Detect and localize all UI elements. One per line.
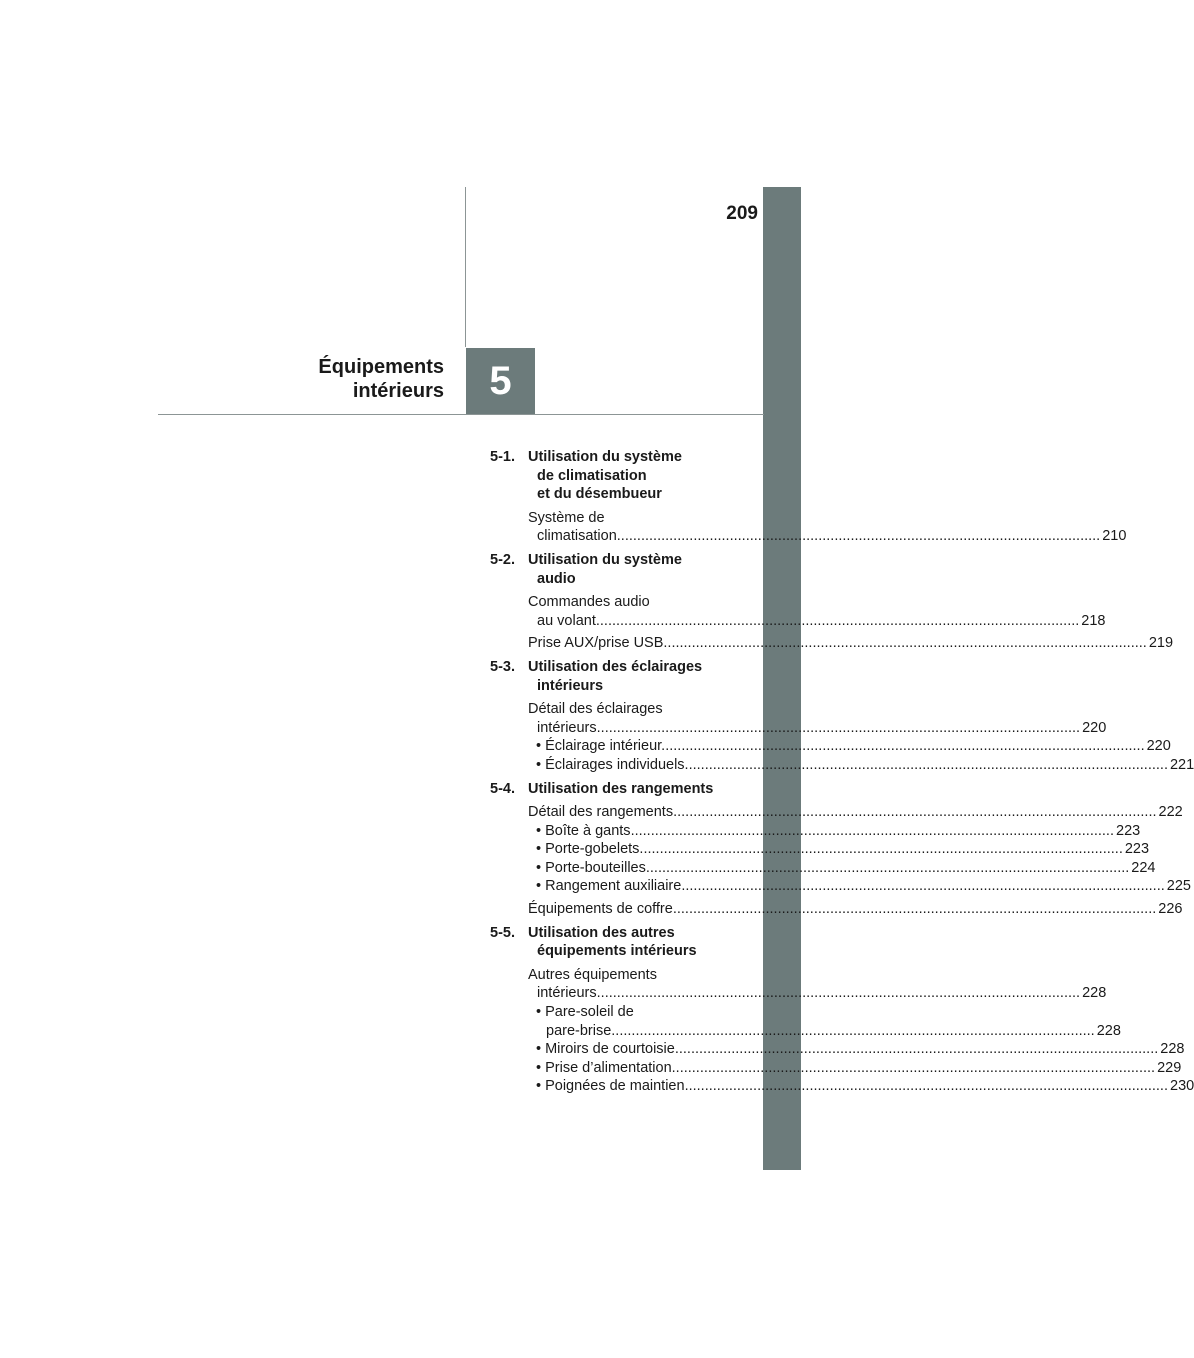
- toc-subentry[interactable]: [490, 840, 1150, 859]
- toc-subentry[interactable]: [490, 1003, 1121, 1040]
- toc-subentry[interactable]: [490, 737, 1171, 756]
- toc-entry-row: [536, 756, 1194, 775]
- toc-entry[interactable]: [490, 509, 1127, 546]
- toc-page-ref: 228: [1096, 1022, 1121, 1039]
- toc-section-number: 5-4.: [490, 780, 515, 797]
- toc-leader-dots: [646, 860, 1129, 876]
- toc-entry-row: [536, 822, 1141, 841]
- toc-section: [490, 658, 1194, 775]
- toc-entry-text: • Prise d’alimentation: [536, 1059, 672, 1076]
- toc-leader-dots: [596, 613, 1079, 629]
- toc-leader-dots: [685, 757, 1168, 773]
- toc-entry[interactable]: [490, 634, 1174, 653]
- toc-entry-line: • Pare-soleil de: [536, 1004, 634, 1021]
- toc-entry-row: [536, 1022, 1121, 1041]
- toc-section-title-line: et du désembueur: [537, 486, 662, 503]
- toc-section-heading[interactable]: [490, 780, 740, 799]
- toc-page-ref: 210: [1102, 528, 1127, 545]
- toc-leader-dots: [611, 1023, 1094, 1039]
- toc-section-title-line: de climatisation: [537, 467, 647, 484]
- toc-section: [490, 780, 1191, 919]
- toc-entry-row: [536, 1059, 1182, 1078]
- chapter-number: 5: [489, 358, 512, 403]
- toc-leader-dots: [597, 985, 1080, 1001]
- toc-leader-dots: [617, 528, 1100, 544]
- toc-page-ref: 220: [1146, 738, 1171, 755]
- toc-leader-dots: [672, 1060, 1155, 1076]
- toc-entry-row: [528, 719, 1107, 738]
- toc-section: [490, 551, 1174, 653]
- toc-entry-text: • Porte-gobelets: [536, 841, 640, 858]
- toc-entry[interactable]: [490, 966, 1107, 1003]
- toc-section: [490, 448, 1127, 546]
- chapter-number-box: [466, 348, 535, 414]
- toc-entry-text: • Éclairage intérieur: [536, 738, 662, 755]
- toc-leader-dots: [673, 901, 1156, 917]
- toc-entry-text: climatisation: [537, 528, 617, 545]
- toc-section-title-line: intérieurs: [537, 677, 604, 694]
- toc-page-ref: 223: [1116, 822, 1141, 839]
- toc-entry-text: • Boîte à gants: [536, 822, 631, 839]
- toc-entry-line: Système de: [528, 509, 605, 526]
- toc-subentry[interactable]: [490, 877, 1191, 896]
- toc-entry-text: intérieurs: [537, 985, 597, 1002]
- toc-entry-row: [528, 803, 1183, 822]
- toc-entry[interactable]: [490, 900, 1183, 919]
- toc-section-title-line: audio: [537, 570, 576, 587]
- toc-entry[interactable]: [490, 593, 1106, 630]
- chapter-title-line-1: Équipements: [318, 356, 444, 378]
- toc-subentries: [490, 1003, 1194, 1096]
- toc-entry-line: Détail des éclairages: [528, 701, 663, 718]
- toc-entry-text: • Miroirs de courtoisie: [536, 1041, 675, 1058]
- toc-page-ref: 230: [1170, 1078, 1194, 1095]
- toc-leader-dots: [597, 720, 1080, 736]
- toc-section-title-line: Utilisation du système: [528, 449, 682, 465]
- toc-entry-row: [528, 900, 1183, 919]
- toc-section-title: [528, 924, 740, 961]
- toc-leader-dots: [631, 823, 1114, 839]
- toc-entry-text: pare-brise: [546, 1022, 612, 1039]
- toc-entry[interactable]: [490, 700, 1107, 737]
- toc-section-title: [528, 780, 740, 799]
- toc-page-ref: 221: [1169, 756, 1194, 773]
- toc-section-title-line: Utilisation des autres: [528, 924, 675, 941]
- table-of-contents: [490, 448, 1194, 1101]
- toc-section-heading[interactable]: [490, 924, 740, 961]
- toc-section-number: 5-3.: [490, 658, 515, 675]
- toc-section-heading[interactable]: [490, 448, 740, 504]
- toc-page-ref: 228: [1082, 985, 1107, 1002]
- vertical-divider: [465, 187, 466, 347]
- toc-subentries: [490, 737, 1194, 774]
- toc-section-heading[interactable]: [490, 658, 740, 695]
- chapter-title: [318, 355, 444, 403]
- toc-section-title: [528, 658, 740, 695]
- toc-leader-dots: [675, 1041, 1158, 1057]
- toc-subentry[interactable]: [490, 859, 1156, 878]
- toc-section-title-line: Utilisation des rangements: [528, 780, 714, 797]
- horizontal-divider: [158, 414, 764, 415]
- toc-section-number: 5-2.: [490, 551, 515, 568]
- toc-page-ref: 219: [1148, 635, 1174, 652]
- toc-subentry[interactable]: [490, 1059, 1182, 1078]
- toc-page-ref: 223: [1124, 841, 1150, 858]
- toc-page-ref: 218: [1081, 612, 1106, 629]
- toc-leader-dots: [663, 635, 1146, 651]
- chapter-title-line-2: intérieurs: [352, 380, 444, 402]
- toc-entry-text: Détail des rangements: [528, 804, 674, 821]
- toc-entry-text: Prise AUX/prise USB: [528, 635, 664, 652]
- toc-subentry[interactable]: [490, 1040, 1185, 1059]
- toc-entry-text: au volant: [537, 612, 596, 629]
- toc-entry-text: • Éclairages individuels: [536, 756, 685, 773]
- toc-leader-dots: [661, 738, 1144, 754]
- toc-entry[interactable]: [490, 803, 1183, 822]
- toc-leader-dots: [681, 878, 1164, 894]
- toc-section-number: 5-1.: [490, 449, 515, 465]
- toc-entry-text: • Porte-bouteilles: [536, 859, 646, 876]
- toc-section-title-line: Utilisation du système: [528, 551, 682, 568]
- toc-entry-row: [536, 737, 1171, 756]
- toc-entry-text: intérieurs: [537, 719, 597, 736]
- toc-section-heading[interactable]: [490, 551, 740, 588]
- toc-entry-row: [536, 840, 1150, 859]
- toc-subentries: [490, 822, 1191, 896]
- toc-leader-dots: [639, 841, 1122, 857]
- toc-page-ref: 229: [1157, 1059, 1182, 1076]
- toc-subentry[interactable]: [490, 756, 1194, 775]
- toc-entry-line: Autres équipements: [528, 966, 657, 983]
- toc-section: [490, 924, 1194, 1096]
- toc-page-ref: 228: [1160, 1041, 1185, 1058]
- toc-entry-row: [528, 634, 1174, 653]
- page-number: 209: [726, 203, 758, 224]
- toc-entry-text: Équipements de coffre: [528, 901, 673, 918]
- toc-section-number: 5-5.: [490, 924, 515, 941]
- toc-section-title: [528, 551, 740, 588]
- toc-page-ref: 222: [1158, 804, 1183, 821]
- toc-entry-row: [528, 612, 1106, 631]
- toc-section-title-line: équipements intérieurs: [537, 943, 697, 960]
- toc-page-ref: 225: [1166, 878, 1191, 895]
- toc-entry-row: [528, 527, 1127, 546]
- toc-subentry[interactable]: [490, 822, 1141, 841]
- toc-leader-dots: [673, 804, 1156, 820]
- toc-entry-line: Commandes audio: [528, 594, 650, 611]
- toc-entry-row: [536, 1040, 1185, 1059]
- toc-subentry[interactable]: [490, 1077, 1194, 1096]
- toc-page-ref: 220: [1082, 719, 1107, 736]
- toc-page-ref: 226: [1158, 901, 1183, 918]
- toc-entry-row: [528, 984, 1107, 1003]
- toc-section-title: [528, 448, 740, 504]
- toc-entry-row: [536, 877, 1191, 896]
- toc-section-title-line: Utilisation des éclairages: [528, 658, 703, 675]
- toc-entry-text: • Poignées de maintien: [536, 1078, 685, 1095]
- toc-entry-row: [536, 859, 1156, 878]
- toc-entry-row: [536, 1077, 1194, 1096]
- toc-page-ref: 224: [1131, 859, 1156, 876]
- toc-leader-dots: [685, 1078, 1168, 1094]
- toc-entry-text: • Rangement auxiliaire: [536, 878, 682, 895]
